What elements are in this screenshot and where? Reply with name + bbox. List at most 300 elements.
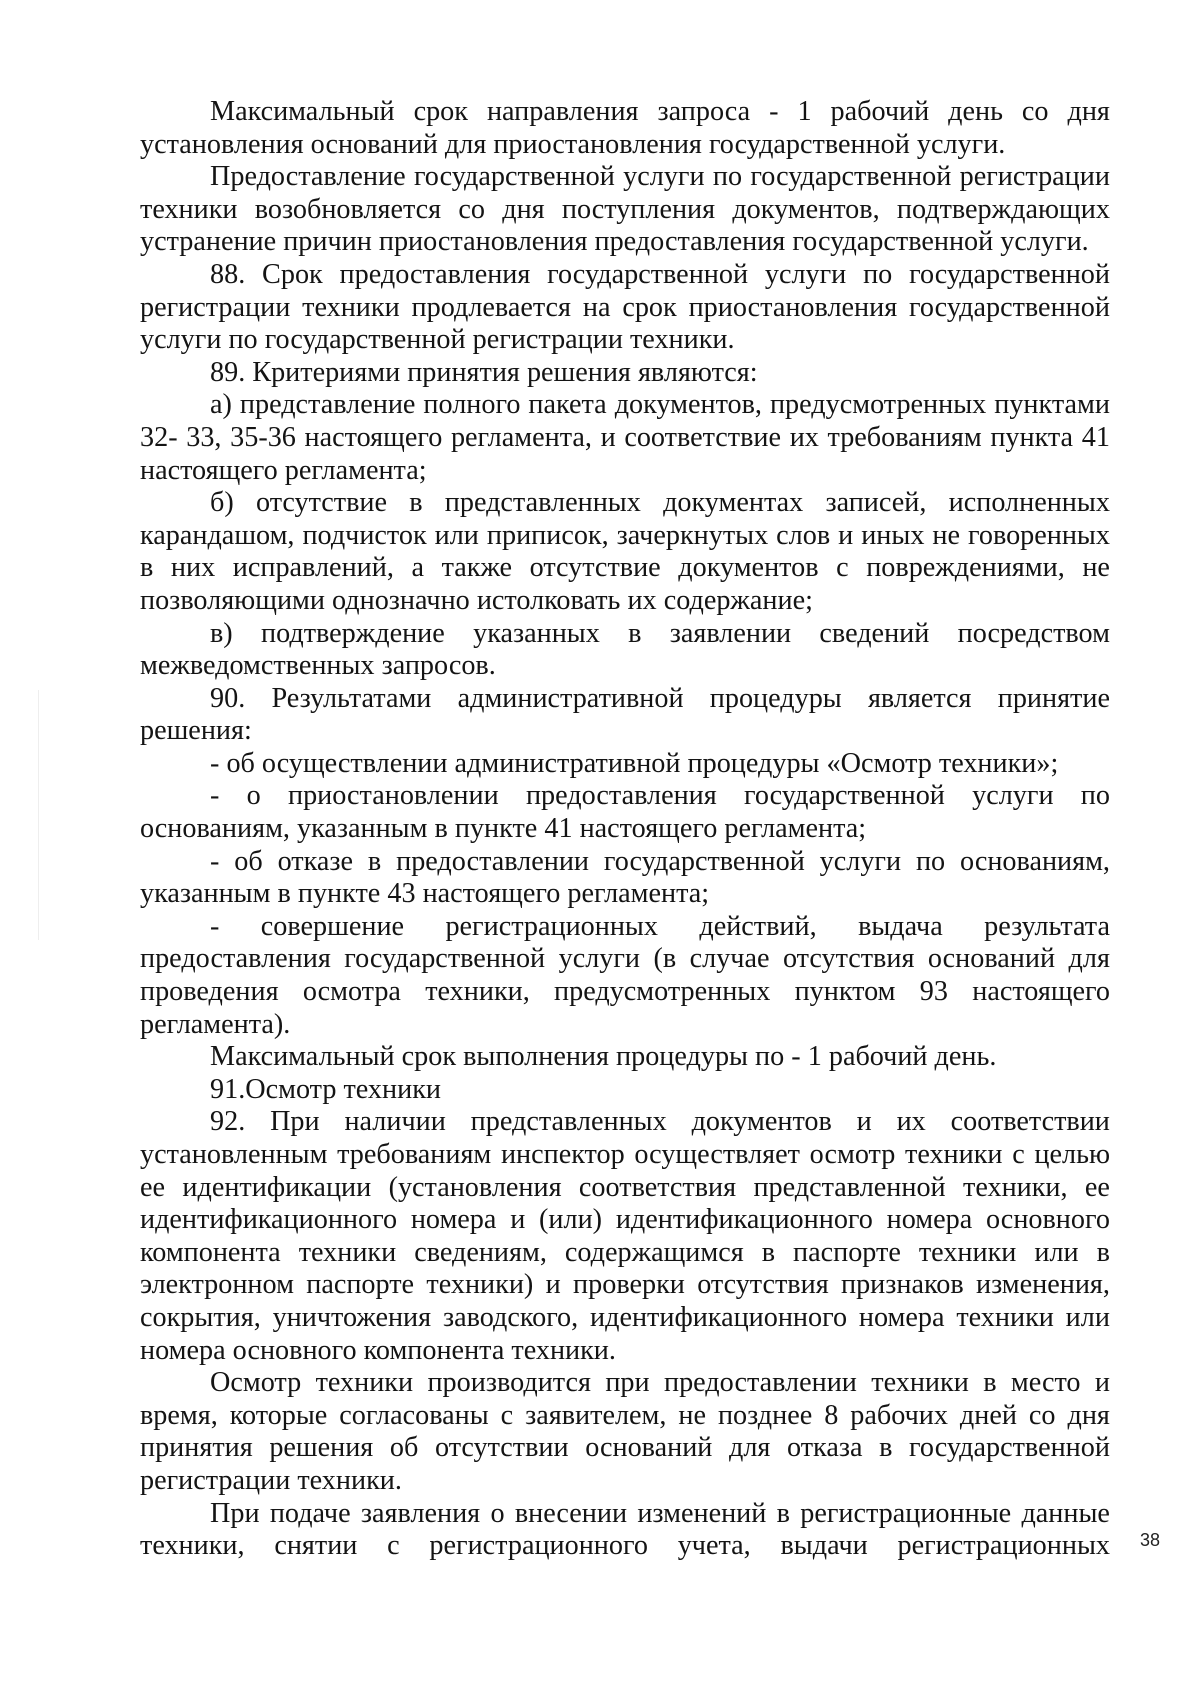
text-line xyxy=(140,455,1110,488)
word: по xyxy=(712,161,743,193)
word: них xyxy=(170,552,216,584)
text-line xyxy=(140,487,1110,520)
word: дня xyxy=(502,193,545,225)
word: соответствие xyxy=(624,421,782,453)
word: со xyxy=(1028,1399,1056,1431)
word: процедуры xyxy=(616,1041,748,1073)
word: случае xyxy=(689,943,770,975)
word: - xyxy=(791,1041,801,1073)
word: в xyxy=(409,487,423,519)
word: пункта xyxy=(990,421,1074,453)
word: по xyxy=(755,1041,785,1073)
word: изменения, xyxy=(975,1269,1110,1301)
word: государственной xyxy=(708,128,910,160)
word: для xyxy=(444,128,487,160)
word: 1 xyxy=(797,96,812,127)
word: и xyxy=(1094,1367,1110,1399)
word: исправлений, xyxy=(232,552,394,584)
word: запроса xyxy=(657,96,751,127)
word: регистрации xyxy=(959,161,1110,193)
word: документов, xyxy=(614,389,762,421)
word: а) xyxy=(210,389,232,421)
word: рабочих xyxy=(850,1399,948,1431)
word: учета, xyxy=(677,1530,751,1562)
word: пунктом xyxy=(794,976,896,1008)
word: или xyxy=(1065,1301,1110,1333)
word: 1 xyxy=(807,1041,822,1073)
word: продлевается xyxy=(411,291,571,323)
text-line xyxy=(140,259,1110,292)
word: изменений xyxy=(637,1497,767,1529)
word: настоящего xyxy=(304,421,443,453)
word: исполненных xyxy=(948,487,1110,519)
word: место xyxy=(1010,1367,1081,1399)
text-line xyxy=(140,1009,1110,1042)
word: по xyxy=(915,845,946,877)
word: отсутствия xyxy=(697,1269,829,1301)
word: паспорте xyxy=(306,1269,415,1301)
word: техники xyxy=(298,1236,397,1268)
word: принятия xyxy=(407,356,520,388)
word: о xyxy=(246,780,261,812)
document-body xyxy=(140,96,1110,1563)
word: 32- xyxy=(140,421,178,453)
word: государственной xyxy=(792,226,994,258)
word: действий, xyxy=(699,910,817,942)
word: или xyxy=(434,519,479,551)
text-line xyxy=(140,1204,1110,1237)
text-line xyxy=(140,813,1110,846)
text-line xyxy=(140,1074,1110,1107)
word: документов xyxy=(678,552,819,584)
word: дней xyxy=(959,1399,1017,1431)
word: государственной xyxy=(547,258,749,290)
word: внесении xyxy=(514,1497,628,1529)
page-number: 38 xyxy=(1140,1530,1161,1550)
word: сведений xyxy=(819,617,930,649)
word: Максимальный xyxy=(210,1041,395,1073)
word: Критериями xyxy=(252,356,401,388)
word: в xyxy=(628,617,642,649)
word: и xyxy=(838,519,854,551)
word: указанных xyxy=(473,617,600,649)
word: инспектор xyxy=(500,1139,625,1170)
word: оснований xyxy=(310,128,438,160)
word: отказе xyxy=(277,845,354,877)
word: регистрационные xyxy=(800,1497,1012,1529)
word: по xyxy=(1080,780,1110,812)
word: Результатами xyxy=(271,682,432,714)
word: приписок, xyxy=(486,519,609,551)
word: не xyxy=(932,519,961,551)
word: - xyxy=(210,845,220,877)
text-line xyxy=(140,650,1110,683)
word: возобновляется xyxy=(254,193,442,225)
text-line xyxy=(140,520,1110,553)
word: их xyxy=(789,421,819,453)
word: 90. xyxy=(210,682,246,714)
word: установленным xyxy=(140,1139,328,1170)
word: пунктами xyxy=(994,389,1110,421)
text-line xyxy=(140,1139,1110,1172)
word: осуществлении xyxy=(261,747,448,779)
word: осмотра xyxy=(302,976,401,1008)
word: принятия xyxy=(140,1432,253,1464)
word: техники) xyxy=(426,1269,534,1301)
word: зачеркнутых xyxy=(616,519,769,551)
word: государственной xyxy=(264,324,466,356)
word: сокрытия, xyxy=(140,1301,261,1333)
word: 89. xyxy=(210,356,246,388)
text-line xyxy=(140,1041,1110,1074)
word: регистрационного xyxy=(429,1530,648,1562)
word: регистрации xyxy=(140,1464,291,1496)
word: техники. xyxy=(511,1334,616,1366)
word: признаков xyxy=(840,1269,964,1301)
word: день xyxy=(948,96,1003,127)
word: настоящего xyxy=(579,813,718,845)
word: подтверждающих xyxy=(896,193,1110,225)
word: заводского, xyxy=(442,1301,579,1333)
word: снятии xyxy=(274,1530,358,1562)
word: срок xyxy=(413,96,468,127)
text-line xyxy=(140,780,1110,813)
word: услуги xyxy=(140,324,222,356)
word: номера xyxy=(140,1334,226,1366)
word: приостановления xyxy=(378,226,588,258)
word: в xyxy=(879,1432,893,1464)
word: государственной xyxy=(909,258,1110,290)
word: основного xyxy=(232,1334,357,1366)
word: пакета xyxy=(528,389,607,421)
text-line xyxy=(140,748,1110,781)
text-line xyxy=(140,715,1110,748)
word: основного xyxy=(986,1204,1110,1236)
text-line xyxy=(140,1432,1110,1465)
word: регистрационных xyxy=(897,1530,1110,1562)
word: об xyxy=(226,747,255,779)
word: истолковать xyxy=(476,584,621,616)
word: соответствия xyxy=(578,1171,737,1203)
word: и xyxy=(600,421,616,453)
word: и xyxy=(856,1106,872,1138)
word: также xyxy=(441,552,513,584)
word: результата xyxy=(984,910,1110,942)
word: оснований xyxy=(585,1432,713,1464)
word: регламента; xyxy=(567,878,710,910)
word: и xyxy=(545,1269,561,1301)
word: решения xyxy=(526,356,631,388)
word: в xyxy=(367,845,382,877)
text-line xyxy=(140,943,1110,976)
text-line xyxy=(140,846,1110,879)
word: компонента xyxy=(140,1236,281,1268)
word: регламента, xyxy=(450,421,592,453)
word: техники, xyxy=(140,1530,245,1562)
word: не xyxy=(678,1399,706,1431)
text-line xyxy=(140,1237,1110,1270)
word: идентификационного xyxy=(140,1204,398,1236)
word: принятие xyxy=(997,682,1110,714)
word: которые xyxy=(229,1399,328,1431)
word: в) xyxy=(210,617,233,649)
word: отсутствие xyxy=(255,487,387,519)
word: согласованы xyxy=(339,1399,489,1431)
word: техники, xyxy=(963,1171,1068,1203)
word: уничтожения xyxy=(272,1301,432,1333)
word: подаче xyxy=(269,1497,351,1529)
text-line xyxy=(140,357,1110,390)
word: техники»; xyxy=(938,747,1059,779)
word: решения: xyxy=(140,715,252,747)
word: Предоставление xyxy=(210,161,406,193)
word: осуществляет xyxy=(634,1139,800,1170)
word: 41 xyxy=(1081,421,1110,453)
word: предоставлении xyxy=(396,845,590,877)
text-line xyxy=(140,1269,1110,1302)
word: предусмотренных xyxy=(554,976,771,1008)
word: совершение xyxy=(260,910,405,942)
word: регистрационных xyxy=(445,910,658,942)
word: отсутствии xyxy=(434,1432,569,1464)
word: или xyxy=(1034,1236,1079,1268)
word: посредством xyxy=(957,617,1110,649)
word: об xyxy=(234,845,263,877)
word: установления xyxy=(140,128,304,160)
word: проверки xyxy=(573,1269,685,1301)
text-line xyxy=(140,96,1110,129)
word: требованиям xyxy=(337,1139,492,1170)
word: (установления xyxy=(388,1171,562,1203)
text-line xyxy=(140,552,1110,585)
word: предоставления xyxy=(339,258,531,290)
word: представленных xyxy=(444,487,641,519)
word: в xyxy=(140,552,154,584)
word: указанным xyxy=(297,813,428,845)
word: однозначно xyxy=(332,584,470,616)
word: соответствии xyxy=(950,1106,1110,1138)
word: документов, xyxy=(732,193,880,225)
word: наличии xyxy=(344,1106,446,1138)
word: административной xyxy=(457,682,684,714)
word: (в xyxy=(653,943,677,975)
word: документов xyxy=(691,1106,832,1138)
text-line xyxy=(140,1465,1110,1498)
word: 92. xyxy=(210,1106,246,1138)
word: данные xyxy=(1021,1497,1110,1529)
word: и xyxy=(510,1204,526,1236)
word: а xyxy=(411,552,424,584)
word: указанным xyxy=(140,878,271,910)
word: поступления xyxy=(561,193,716,225)
word: - xyxy=(769,96,779,127)
word: компонента xyxy=(363,1334,505,1366)
word: техники. xyxy=(297,1464,402,1496)
word: государственной xyxy=(743,780,945,812)
word: направления xyxy=(486,96,639,127)
word: основаниям, xyxy=(960,845,1110,877)
word: для xyxy=(729,1432,771,1464)
word: заявителем, xyxy=(525,1399,667,1431)
word: 88. xyxy=(210,258,246,290)
word: настоящего xyxy=(422,878,561,910)
word: с xyxy=(1012,1139,1025,1170)
word: подтверждение xyxy=(261,617,445,649)
word: осмотр xyxy=(809,1139,896,1170)
word: Максимальный xyxy=(210,96,395,127)
word: предусмотренных xyxy=(769,389,987,421)
word: устранение xyxy=(140,226,277,258)
text-line xyxy=(140,129,1110,162)
word: день. xyxy=(934,1041,997,1073)
word: со xyxy=(458,193,485,225)
word: по xyxy=(228,324,258,356)
word: услуги xyxy=(623,161,705,193)
word: заявления xyxy=(360,1497,481,1529)
text-line xyxy=(140,585,1110,618)
word: запросов. xyxy=(381,650,496,682)
word: отказа xyxy=(787,1432,863,1464)
word: паспорте xyxy=(793,1236,901,1268)
word: государственной xyxy=(413,161,615,193)
word: техники. xyxy=(629,324,735,356)
word: техники xyxy=(871,1367,969,1399)
word: 35-36 xyxy=(230,421,296,453)
word: срок xyxy=(401,1041,457,1073)
word: Осмотр xyxy=(210,1367,302,1399)
text-line xyxy=(140,161,1110,194)
word: регистрации xyxy=(140,291,291,323)
word: в xyxy=(983,1367,997,1399)
word: позволяющими xyxy=(140,584,325,616)
text-line xyxy=(140,324,1110,357)
word: дня xyxy=(1067,96,1110,127)
text-line xyxy=(140,1106,1110,1139)
word: - xyxy=(210,910,220,942)
text-line xyxy=(140,194,1110,227)
word: целью xyxy=(1034,1139,1110,1170)
word: является xyxy=(867,682,972,714)
word: - xyxy=(210,780,220,812)
word: по xyxy=(863,258,893,290)
word: производится xyxy=(427,1367,591,1399)
word: регламента; xyxy=(284,454,427,486)
word: регламента; xyxy=(724,813,867,845)
word: в xyxy=(434,813,448,845)
word: о xyxy=(490,1497,505,1529)
word: позднее xyxy=(717,1399,813,1431)
word: 41 xyxy=(544,813,573,845)
text-line xyxy=(140,618,1110,651)
word: настоящего xyxy=(972,976,1110,1008)
word: - xyxy=(210,747,220,779)
word: с xyxy=(836,552,849,584)
word: 91.Осмотр xyxy=(210,1073,337,1105)
word: предоставления xyxy=(140,943,331,975)
word: на xyxy=(582,291,611,323)
word: межведомственных xyxy=(140,650,375,682)
word: 33, xyxy=(186,421,222,453)
word: При xyxy=(210,1497,260,1529)
word: срок xyxy=(622,291,677,323)
text-line xyxy=(140,389,1110,422)
word: причин xyxy=(283,226,372,258)
word: основаниям, xyxy=(140,813,290,845)
word: в xyxy=(277,878,291,910)
word: представленных xyxy=(470,1106,667,1138)
word: с xyxy=(387,1530,400,1562)
word: в xyxy=(1096,1236,1110,1268)
word: слов xyxy=(776,519,831,551)
word: техники, xyxy=(425,976,530,1008)
word: техники xyxy=(315,1367,414,1399)
word: услуги xyxy=(558,943,641,975)
word: номера xyxy=(410,1204,497,1236)
word: государственной xyxy=(909,1432,1110,1464)
word: предоставления xyxy=(594,226,786,258)
word: услуги xyxy=(819,845,902,877)
word: в xyxy=(776,1497,790,1529)
word: 93 xyxy=(919,976,948,1008)
word: содержание; xyxy=(663,584,813,616)
word: проведения xyxy=(140,976,279,1008)
word: настоящего xyxy=(140,454,278,486)
word: техники xyxy=(905,1139,1003,1170)
word: государственной xyxy=(344,943,546,975)
word: для xyxy=(1068,943,1110,975)
text-line xyxy=(140,878,1110,911)
text-line xyxy=(140,683,1110,716)
text-line xyxy=(140,226,1110,259)
word: государственной xyxy=(909,291,1110,323)
word: отсутствия xyxy=(782,943,915,975)
word: техники xyxy=(302,291,400,323)
word: ее xyxy=(140,1171,166,1203)
word: процедуры xyxy=(687,747,820,779)
word: приостановления xyxy=(688,291,898,323)
word: представленной xyxy=(753,1171,946,1203)
word: дня xyxy=(1067,1399,1110,1431)
word: При xyxy=(270,1106,320,1138)
word: повреждениями, xyxy=(866,552,1065,584)
word: подчисток xyxy=(302,519,427,551)
word: представление xyxy=(239,389,416,421)
word: содержащимся xyxy=(564,1236,744,1268)
word: не xyxy=(1082,552,1110,584)
word: сведениям, xyxy=(414,1236,547,1268)
word: Срок xyxy=(262,258,323,290)
word: выполнения xyxy=(463,1041,609,1073)
text-line xyxy=(140,1302,1110,1335)
word: со xyxy=(1021,96,1049,127)
word: регистрации xyxy=(472,324,623,356)
word: услуги xyxy=(972,780,1054,812)
text-line xyxy=(140,1172,1110,1205)
word: записей, xyxy=(825,487,927,519)
word: предоставления xyxy=(525,780,717,812)
word: иных xyxy=(861,519,925,551)
word: выдача xyxy=(858,910,943,942)
word: «Осмотр xyxy=(826,747,932,779)
word: б) xyxy=(210,487,234,519)
word: в xyxy=(761,1236,776,1268)
word: говоренных xyxy=(968,519,1110,551)
word: приостановлении xyxy=(287,780,499,812)
word: выдачи xyxy=(780,1530,868,1562)
word: техники xyxy=(918,1236,1017,1268)
text-line xyxy=(140,1530,1110,1563)
word: об xyxy=(389,1432,419,1464)
